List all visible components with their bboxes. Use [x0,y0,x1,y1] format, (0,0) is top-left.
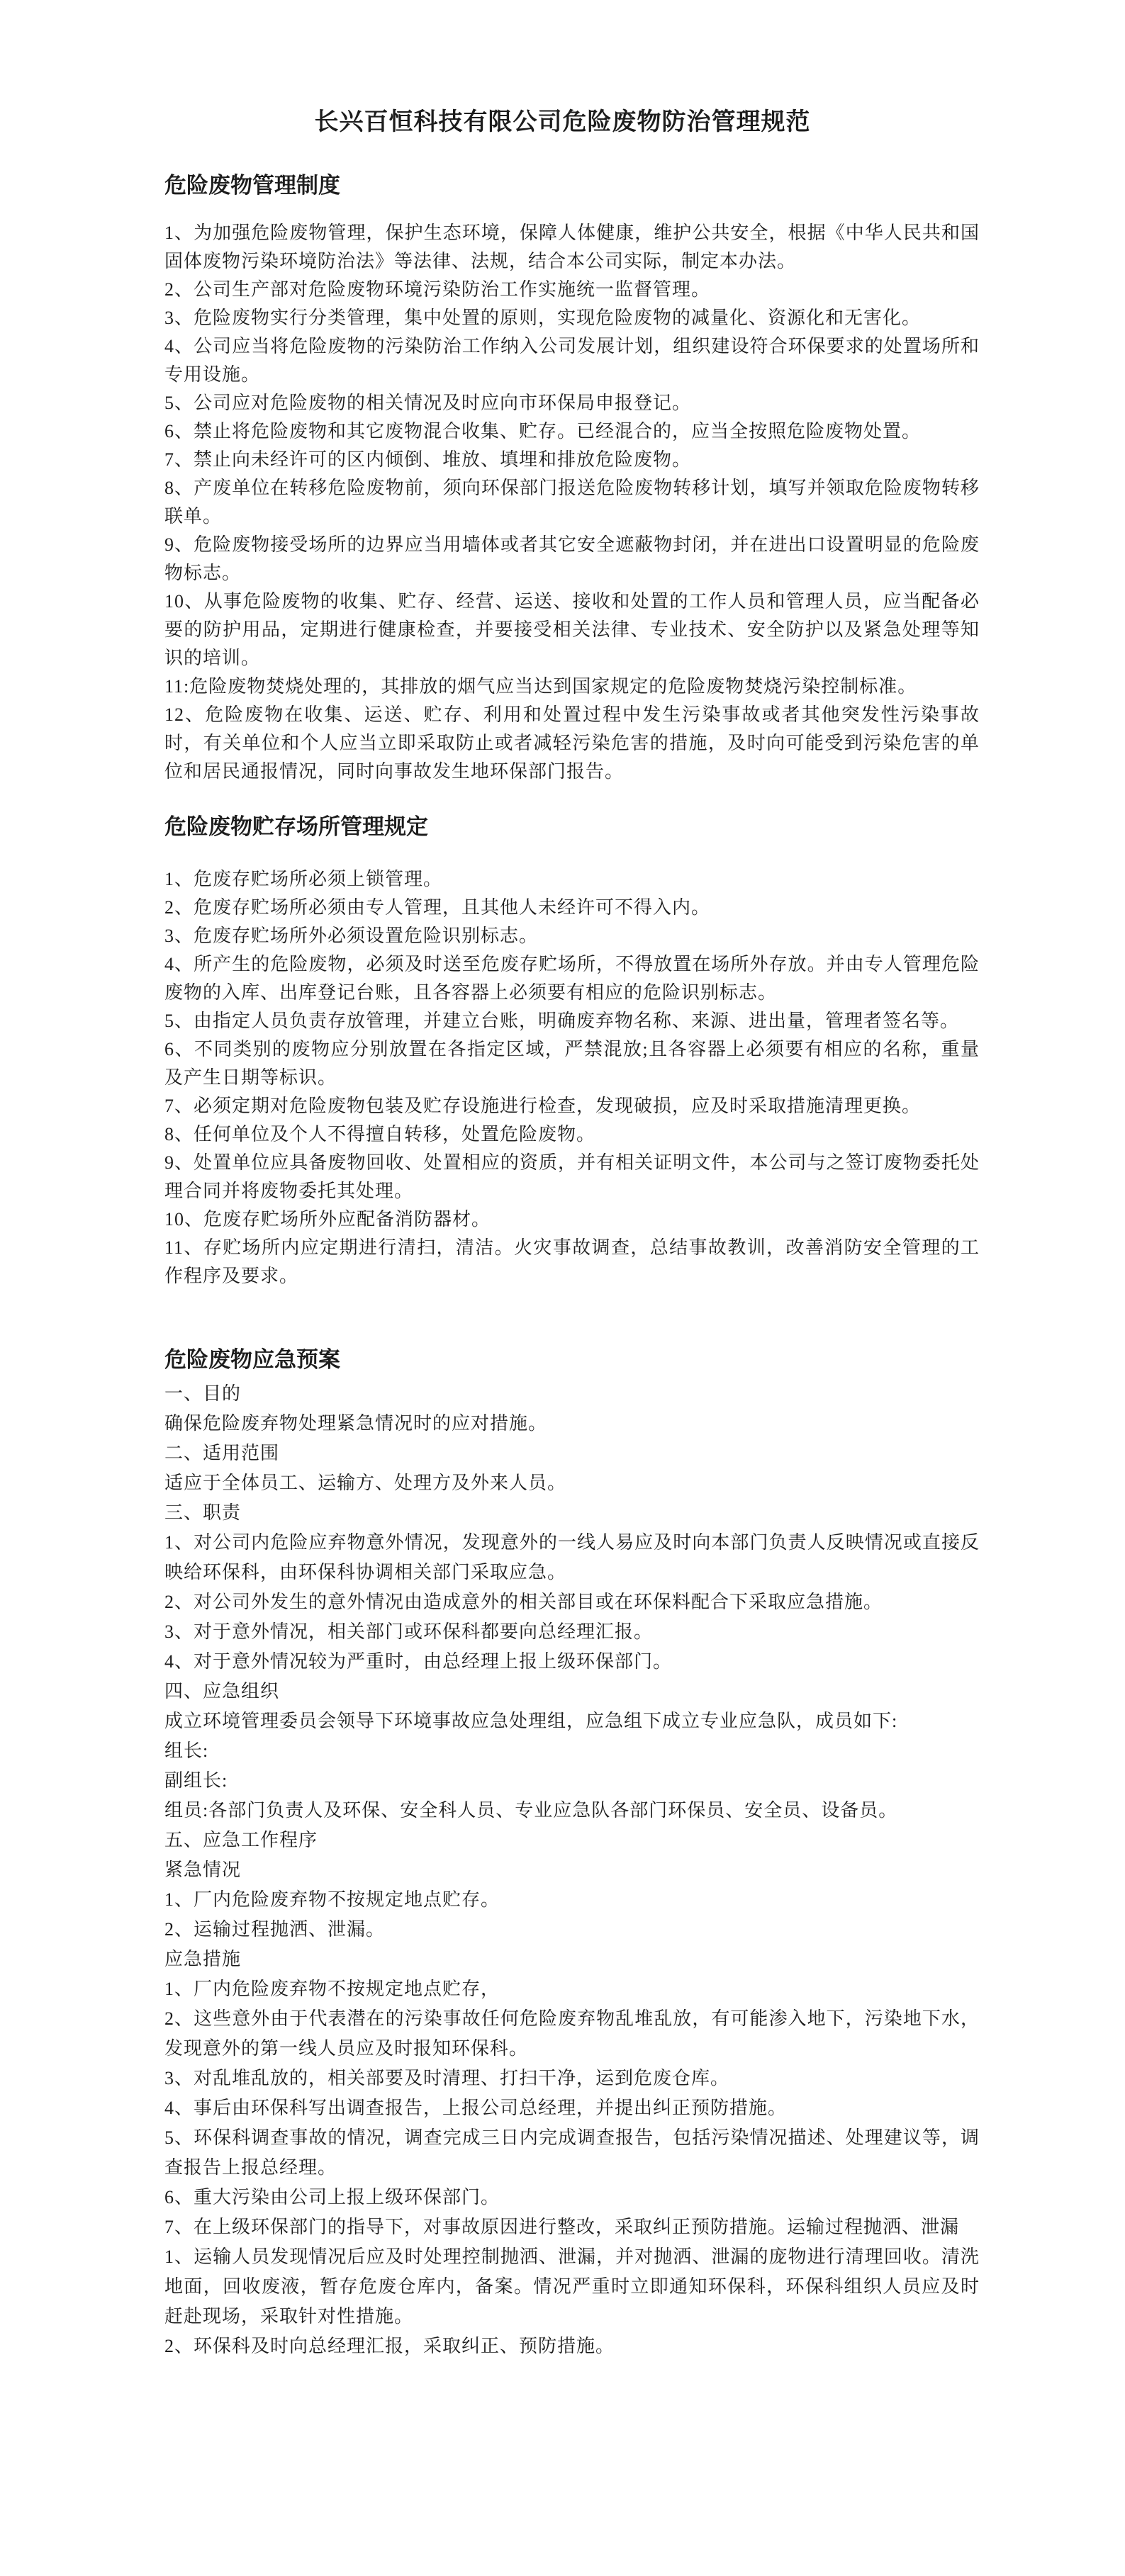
paragraph: 1、厂内危险废弃物不按规定地点贮存， [164,1979,500,1999]
section-body [164,865,980,1290]
document-title: 长兴百恒科技有限公司危险废物防治管理规范 [314,109,811,135]
paragraph: 6、不同类别的废物应分别放置在各指定区域，严禁混放;且各容器上必须要有相应的名称，重量及产生日期等标识。 [164,1039,980,1088]
paragraph: 副组长: [164,1770,228,1791]
paragraph: 4、所产生的危险废物，必须及时送至危废存贮场所，不得放置在场所外存放。并由专人管理危险废物的入库、出库登记台账，且各容器上必须要有相应的危险识别标志。 [164,954,980,1003]
section-heading: 危险废物贮存场所管理规定 [164,814,428,839]
paragraph: 四、应急组织 [164,1681,280,1702]
paragraph: 4、对于意外情况较为严重时，由总经理上报上级环保部门。 [164,1651,673,1672]
paragraph: 组长: [164,1740,209,1761]
section-storage-site-rules [164,813,980,1290]
section-waste-management-rules [164,171,980,786]
paragraph: 3、危废存贮场所外必须设置危险识别标志。 [164,926,539,946]
paragraph: 1、厂内危险废弃物不按规定地点贮存。 [164,1889,500,1910]
paragraph: 3、危险废物实行分类管理，集中处置的原则，实现危险废物的减量化、资源化和无害化。 [164,308,922,328]
paragraph: 10、危废存贮场所外应配备消防器材。 [164,1209,491,1230]
paragraph: 1、对公司内危险应弃物意外情况，发现意外的一线人易应及时向本部门负责人反映情况或直接反映给环保科，由环保科协调相关部门采取应急。 [164,1532,980,1582]
paragraph: 适应于全体员工、运输方、处理方及外来人员。 [164,1473,567,1493]
paragraph: 2、环保科及时向总经理汇报，采取纠正、预防措施。 [164,2336,615,2356]
section-heading: 危险废物应急预案 [164,1347,340,1372]
paragraph: 8、产废单位在转移危险废物前，须向环保部门报送危险废物转移计划，填写并领取危险废物转移联单。 [164,478,980,527]
paragraph: 5、公司应对危险废物的相关情况及时应向市环保局申报登记。 [164,393,692,413]
paragraph: 三、职责 [164,1502,242,1523]
paragraph: 4、事后由环保科写出调查报告，上报公司总经理，并提出纠正预防措施。 [164,2098,788,2118]
paragraph: 1、运输人员发现情况后应及时处理控制抛洒、泄漏，并对抛洒、泄漏的庞物进行清理回收。清洗地面，回收废液，暂存危废仓库内，备案。情况严重时立即通知环保科，环保科组织人员应及时赶赴现场，采取针对性措施。 [164,2246,980,2327]
document-content [164,171,980,2361]
paragraph: 7、必须定期对危险废物包装及贮存设施进行检查，发现破损，应及时采取措施清理更换。 [164,1096,922,1116]
section-body [164,1379,980,2361]
paragraph: 6、重大污染由公司上报上级环保部门。 [164,2187,500,2207]
paragraph: 7、在上级环保部门的指导下，对事故原因进行整改，采取纠正预防措施。运输过程抛洒、泄漏 [164,2217,960,2237]
section-heading: 危险废物管理制度 [164,173,340,198]
paragraph: 9、处置单位应具备废物回收、处置相应的资质，并有相关证明文件，本公司与之签订废物委托处理合同并将废物委托其处理。 [164,1152,980,1201]
paragraph: 成立环境管理委员会领导下环境事故应急处理组，应急组下成立专业应急队，成员如下: [164,1711,898,1731]
paragraph: 应急措施 [164,1949,242,1969]
paragraph: 11:危险废物焚烧处理的，其排放的烟气应当达到国家规定的危险废物焚烧污染控制标准。 [164,676,917,697]
paragraph: 2、危废存贮场所必须由专人管理，且其他人未经许可不得入内。 [164,897,711,918]
section-emergency-plan [164,1346,980,2361]
paragraph: 12、危险废物在收集、运送、贮存、利用和处置过程中发生污染事故或者其他突发性污染事故时，有关单位和个人应当立即采取防止或者减轻污染危害的措施，及时向可能受到污染危害的单位和居民通报情况，同时向事故发生地环保部门报告。 [164,704,980,782]
paragraph: 10、从事危险废物的收集、贮存、经营、运送、接收和处置的工作人员和管理人员，应当配备必要的防护用品，定期进行健康检查，并要接受相关法律、专业技术、安全防护以及紧急处理等知识的培训。 [164,591,980,668]
paragraph: 2、对公司外发生的意外情况由造成意外的相关部目或在环保料配合下采取应急措施。 [164,1592,883,1612]
paragraph: 1、为加强危险废物管理，保护生态环境，保障人体健康，维护公共安全，根据《中华人民共和国固体废物污染环境防治法》等法律、法规，结合本公司实际，制定本办法。 [164,223,980,271]
paragraph: 7、禁止向未经许可的区内倾倒、堆放、填埋和排放危险废物。 [164,449,692,470]
paragraph: 一、目的 [164,1383,242,1404]
paragraph: 1、危废存贮场所必须上锁管理。 [164,869,443,889]
paragraph: 3、对于意外情况，相关部门或环保科都要向总经理汇报。 [164,1621,654,1642]
paragraph: 紧急情况 [164,1860,242,1880]
paragraph: 8、任何单位及个人不得擅自转移，处置危险废物。 [164,1124,596,1144]
paragraph: 2、公司生产部对危险废物环境污染防治工作实施统一监督管理。 [164,279,711,300]
paragraph: 2、运输过程抛洒、泄漏。 [164,1919,386,1940]
paragraph: 2、这些意外由于代表潜在的污染事故任何危险废弃物乱堆乱放，有可能渗入地下，污染地下水，发现意外的第一线人员应及时报知环保科。 [164,2008,980,2059]
paragraph: 4、公司应当将危险废物的污染防治工作纳入公司发展计划，组织建设符合环保要求的处置场所和专用设施。 [164,336,980,385]
paragraph: 5、环保科调查事故的情况，调查完成三日内完成调查报告，包括污染情况描述、处理建议等，调查报告上报总经理。 [164,2127,980,2178]
paragraph: 确保危险废弃物处理紧急情况时的应对措施。 [164,1413,548,1434]
paragraph: 组员:各部门负责人及环保、安全科人员、专业应急队各部门环保员、安全员、设备员。 [164,1800,898,1821]
paragraph: 3、对乱堆乱放的，相关部要及时清理、打扫干净，运到危废仓库。 [164,2068,730,2088]
paragraph: 9、危险废物接受场所的边界应当用墙体或者其它安全遮蔽物封闭，并在进出口设置明显的危险废物标志。 [164,534,980,583]
paragraph: 五、应急工作程序 [164,1830,318,1850]
paragraph: 6、禁止将危险废物和其它废物混合收集、贮存。已经混合的，应当全按照危险废物处置。 [164,421,922,441]
paragraph: 二、适用范围 [164,1443,280,1463]
paragraph: 11、存贮场所内应定期进行清扫，清洁。火灾事故调查，总结事故教训，改善消防安全管理的工作程序及要求。 [164,1237,980,1286]
section-body [164,219,980,786]
paragraph: 5、由指定人员负责存放管理，并建立台账，明确废弃物名称、来源、进出量，管理者签名等。 [164,1011,960,1031]
